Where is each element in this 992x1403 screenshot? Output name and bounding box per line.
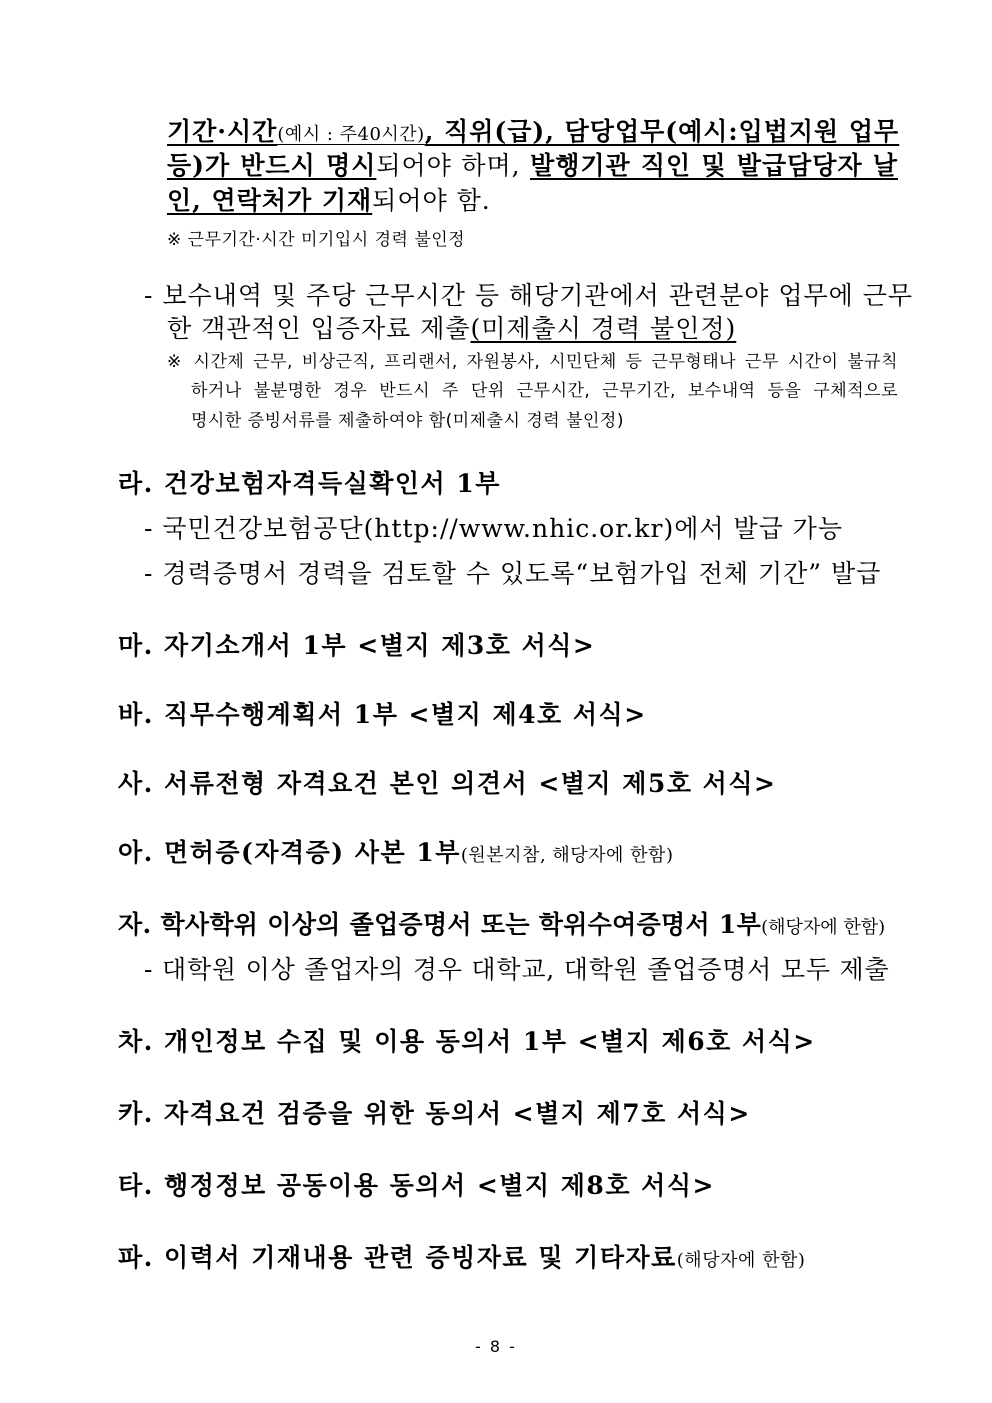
item-ra-title: 라. 건강보험자격득실확인서 1부: [118, 469, 501, 498]
item-ra-sub-1: - 국민건강보험공단(http://www.nhic.or.kr)에서 발급 가능: [144, 514, 843, 543]
item-aa-title: 아. 면허증(자격증) 사본 1부(원본지참, 해당자에 한함): [118, 838, 674, 867]
cont-note: ※ 근무기간·시간 미기입시 경력 불인정: [167, 230, 466, 250]
cont-line-3: 인, 연락처가 기재되어야 함.: [167, 186, 491, 215]
pay-note-1: ※ 시간제 근무, 비상근직, 프리랜서, 자원봉사, 시민단체 등 근무형태나 근무 시간이 불규칙: [167, 352, 898, 372]
item-sa-title: 사. 서류전형 자격요건 본인 의견서 <별지 제5호 서식>: [118, 769, 777, 798]
item-pa-title: 파. 이력서 기재내용 관련 증빙자료 및 기타자료(해당자에 한함): [118, 1243, 806, 1272]
pay-line-1: - 보수내역 및 주당 근무시간 등 해당기관에서 관련분야 업무에 근무: [144, 281, 914, 310]
cont-line-2: 등)가 반드시 명시되어야 하며, 발행기관 직인 및 발급담당자 날: [167, 151, 898, 180]
item-ra-sub-2: - 경력증명서 경력을 검토할 수 있도록“보험가입 전체 기간” 발급: [144, 559, 882, 588]
item-ma-title: 마. 자기소개서 1부 <별지 제3호 서식>: [118, 631, 596, 660]
item-ta-title: 타. 행정정보 공동이용 동의서 <별지 제8호 서식>: [118, 1171, 715, 1200]
pay-note-2: 하거나 불분명한 경우 반드시 주 단위 근무시간, 근무기간, 보수내역 등을 구체적으로: [191, 381, 898, 401]
item-ja-title: 자. 학사학위 이상의 졸업증명서 또는 학위수여증명서 1부(해당자에 한함): [118, 910, 886, 939]
cont-line-1: 기간·시간(예시 : 주40시간), 직위(급), 담당업무(예시:입법지원 업무: [167, 117, 900, 146]
page-number: - 8 -: [475, 1337, 517, 1356]
pay-note-3: 명시한 증빙서류를 제출하여야 함(미제출시 경력 불인정): [191, 411, 624, 431]
item-ba-title: 바. 직무수행계획서 1부 <별지 제4호 서식>: [118, 700, 647, 729]
item-cha-title: 차. 개인정보 수집 및 이용 동의서 1부 <별지 제6호 서식>: [118, 1027, 816, 1056]
item-ka-title: 카. 자격요건 검증을 위한 동의서 <별지 제7호 서식>: [118, 1099, 751, 1128]
pay-line-2: 한 객관적인 입증자료 제출(미제출시 경력 불인정): [167, 314, 737, 343]
item-ja-sub-1: - 대학원 이상 졸업자의 경우 대학교, 대학원 졸업증명서 모두 제출: [144, 955, 890, 984]
